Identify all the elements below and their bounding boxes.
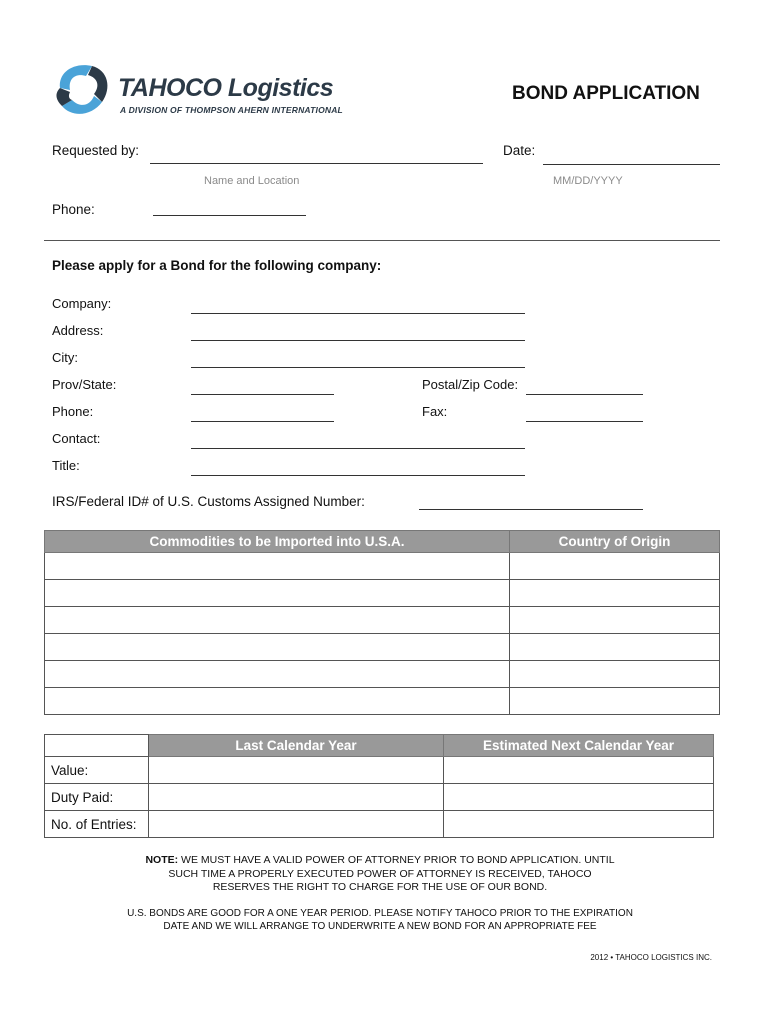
fax-field[interactable] [526, 421, 643, 422]
commodity-cell[interactable] [45, 661, 510, 688]
origin-cell[interactable] [510, 607, 720, 634]
requested-by-hint: Name and Location [204, 175, 300, 187]
commodity-cell[interactable] [45, 580, 510, 607]
duty-next-year-cell[interactable] [444, 784, 714, 811]
title-field[interactable] [191, 475, 525, 476]
table-row [45, 757, 714, 784]
logo-swirl-icon [52, 60, 114, 122]
document-title: BOND APPLICATION [512, 83, 700, 104]
requester-phone-field[interactable] [153, 215, 306, 216]
city-label: City: [52, 350, 78, 365]
value-table [44, 734, 714, 838]
commodity-cell[interactable] [45, 634, 510, 661]
duty-last-year-cell[interactable] [149, 784, 444, 811]
table-row [45, 607, 720, 634]
origin-cell[interactable] [510, 661, 720, 688]
commodity-cell[interactable] [45, 688, 510, 715]
section-divider [44, 240, 720, 241]
note-line-3: RESERVES THE RIGHT TO CHARGE FOR THE USE OF OUR BOND. [212, 881, 548, 893]
bond-period-note [90, 908, 670, 933]
origin-cell[interactable] [510, 688, 720, 715]
entries-last-year-cell[interactable] [149, 811, 444, 838]
value-last-year-cell[interactable] [149, 757, 444, 784]
origin-cell[interactable] [510, 634, 720, 661]
postal-zip-field[interactable] [526, 394, 643, 395]
country-of-origin-header: Country of Origin [510, 531, 720, 553]
postal-zip-label: Postal/Zip Code: [422, 377, 519, 392]
irs-id-label: IRS/Federal ID# of U.S. Customs Assigned Number: [52, 494, 365, 509]
duty-paid-row-label: Duty Paid: [45, 784, 149, 811]
note-line-2: SUCH TIME A PROPERLY EXECUTED POWER OF ATTORNEY IS RECEIVED, TAHOCO [168, 867, 592, 880]
commodity-cell[interactable] [45, 607, 510, 634]
address-label: Address: [52, 323, 104, 338]
prov-state-label: Prov/State: [52, 377, 117, 392]
company-logo [52, 58, 362, 120]
poa-note [90, 854, 670, 895]
table-row [45, 784, 714, 811]
bonds-line-2: DATE AND WE WILL ARRANGE TO UNDERWRITE A NEW BOND FOR AN APPROPRIATE FEE [163, 920, 597, 932]
entries-row-label: No. of Entries: [45, 811, 149, 838]
value-next-year-cell[interactable] [444, 757, 714, 784]
city-field[interactable] [191, 367, 525, 368]
table-row [45, 661, 720, 688]
value-row-label: Value: [45, 757, 149, 784]
contact-field[interactable] [191, 448, 525, 449]
table-row [45, 811, 714, 838]
title-label: Title: [52, 458, 80, 473]
value-table-corner [45, 735, 149, 757]
contact-label: Contact: [52, 431, 101, 446]
table-row [45, 580, 720, 607]
note-line-1: WE MUST HAVE A VALID POWER OF ATTORNEY PRIOR TO BOND APPLICATION. UNTIL [181, 854, 615, 866]
origin-cell[interactable] [510, 553, 720, 580]
entries-next-year-cell[interactable] [444, 811, 714, 838]
requested-by-field[interactable] [150, 163, 483, 164]
requester-phone-label: Phone: [52, 202, 95, 217]
prov-state-field[interactable] [191, 394, 334, 395]
commodities-table [44, 530, 720, 715]
last-year-header: Last Calendar Year [149, 735, 444, 757]
table-row [45, 553, 720, 580]
note-label: NOTE: [145, 854, 179, 866]
company-field[interactable] [191, 313, 525, 314]
origin-cell[interactable] [510, 580, 720, 607]
date-field[interactable] [543, 164, 720, 165]
table-row [45, 634, 720, 661]
company-section-heading: Please apply for a Bond for the following company: [52, 258, 382, 273]
commodity-cell[interactable] [45, 553, 510, 580]
bonds-line-1: U.S. BONDS ARE GOOD FOR A ONE YEAR PERIOD. PLEASE NOTIFY TAHOCO PRIOR TO THE EXPIRATION [127, 908, 633, 919]
copyright-text: 2012 • TAHOCO LOGISTICS INC. [590, 953, 712, 962]
company-label: Company: [52, 296, 112, 311]
fax-label: Fax: [422, 404, 448, 419]
date-label: Date: [503, 143, 536, 158]
next-year-header: Estimated Next Calendar Year [444, 735, 714, 757]
logo-tagline: A DIVISION OF THOMPSON AHERN INTERNATIONAL [120, 105, 343, 115]
company-phone-label: Phone: [52, 404, 94, 419]
address-field[interactable] [191, 340, 525, 341]
requested-by-label: Requested by: [52, 143, 140, 158]
date-hint: MM/DD/YYYY [553, 175, 623, 187]
commodities-header: Commodities to be Imported into U.S.A. [45, 531, 510, 553]
irs-id-field[interactable] [419, 509, 643, 510]
company-phone-field[interactable] [191, 421, 334, 422]
logo-title: TAHOCO Logistics [118, 74, 334, 102]
table-row [45, 688, 720, 715]
